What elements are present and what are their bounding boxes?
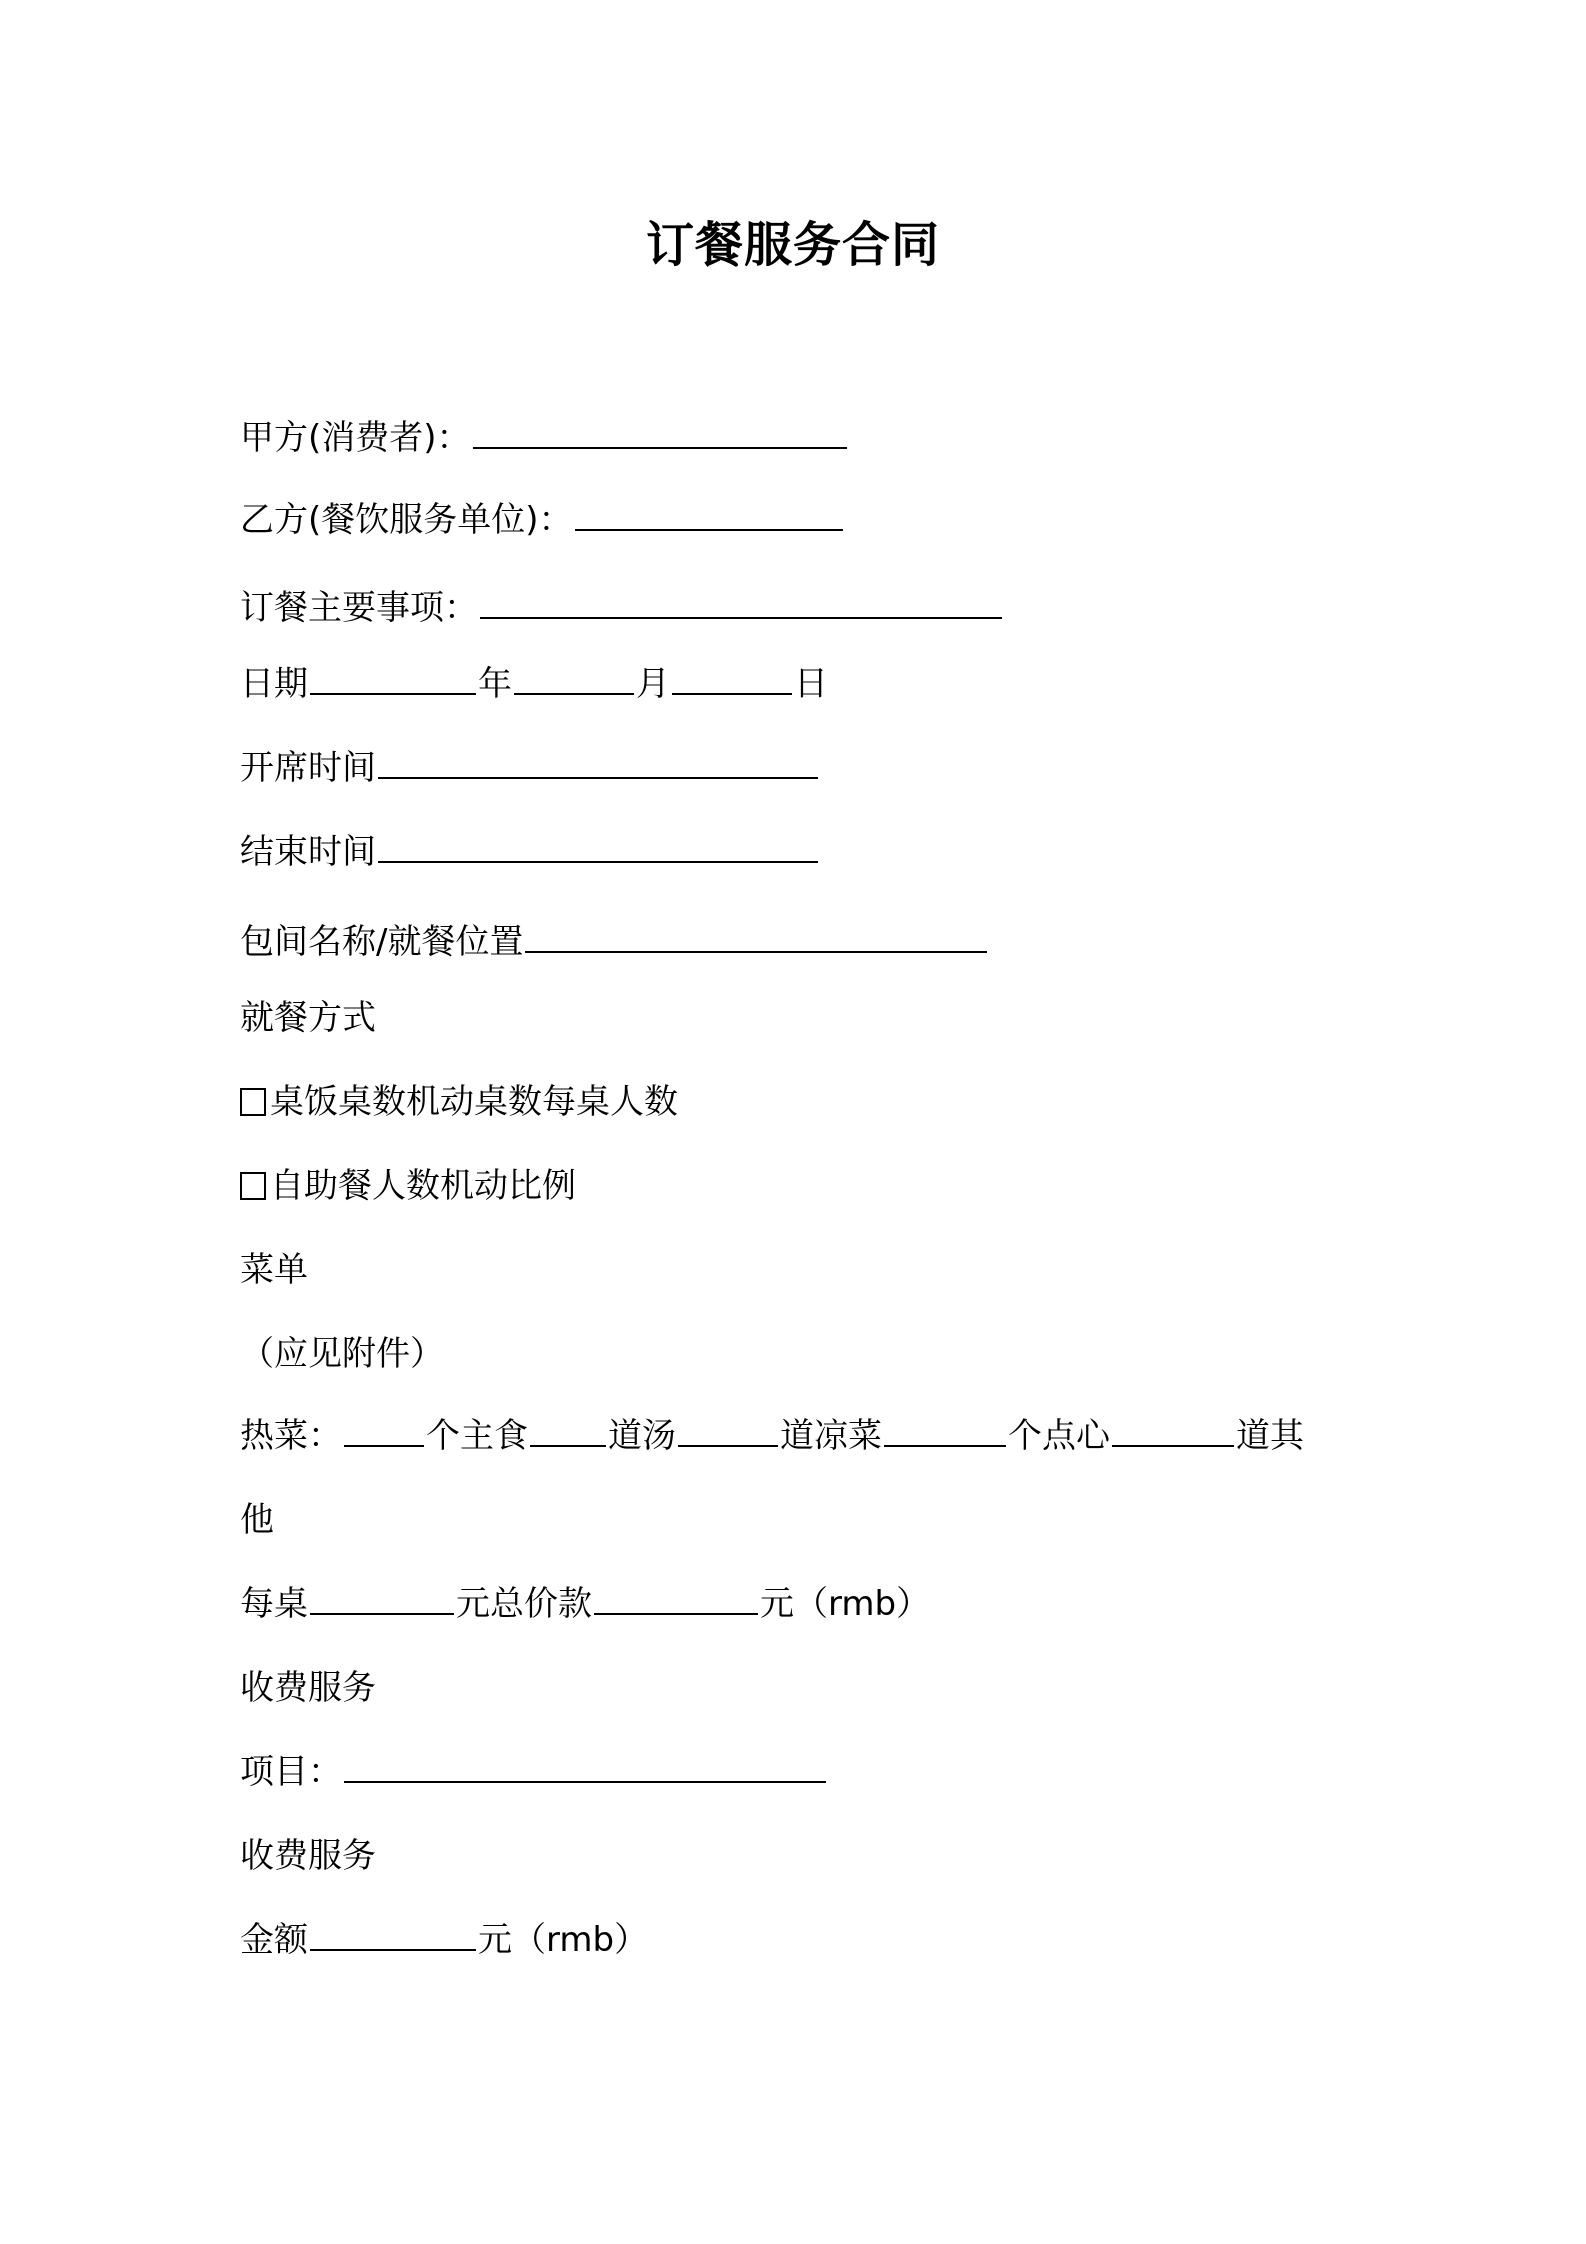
option-table-label: 桌饭桌数机动桌数每桌人数 [270,1082,678,1122]
item-blank[interactable] [344,1749,826,1783]
checkbox-table[interactable] [240,1088,266,1116]
month-label: 月 [636,664,670,704]
day-blank[interactable] [672,661,792,695]
paid-service-label-1: 收费服务 [240,1668,376,1708]
party-b-row [240,496,845,544]
end-time-row [240,828,820,876]
cold-dish-blank[interactable] [884,1413,1006,1447]
other-prefix-label: 道其 [1236,1416,1304,1456]
party-a-label: 甲方(消费者)： [240,418,471,458]
cold-dish-label: 道凉菜 [780,1416,882,1456]
item-label: 项目： [240,1752,342,1792]
party-b-blank[interactable] [575,497,843,531]
dessert-blank[interactable] [1112,1413,1234,1447]
page-title: 订餐服务合同 [645,217,940,273]
date-row [240,660,828,708]
year-blank[interactable] [310,661,476,695]
price-row [240,1580,930,1628]
dining-mode-label: 就餐方式 [240,998,376,1038]
option-buffet-row [240,1162,576,1210]
hot-dish-label: 热菜： [240,1416,342,1456]
main-items-blank[interactable] [480,585,1002,619]
main-items-row [240,584,1004,632]
dishes-row [240,1412,1304,1460]
amount-row [240,1916,648,1964]
date-label: 日期 [240,664,308,704]
hot-dish-blank[interactable] [344,1413,424,1447]
per-table-blank[interactable] [310,1581,454,1615]
month-blank[interactable] [514,661,634,695]
soup-blank[interactable] [678,1413,778,1447]
per-table-label: 每桌 [240,1584,308,1624]
party-a-blank[interactable] [473,415,847,449]
other-suffix-label: 他 [240,1500,274,1540]
price-unit-label: 元（rmb） [760,1584,931,1624]
paid-service-label-2: 收费服务 [240,1836,376,1876]
amount-label: 金额 [240,1920,308,1960]
menu-label: 菜单 [240,1250,308,1290]
party-a-row [240,414,849,462]
menu-note: （应见附件） [240,1334,444,1374]
amount-unit-label: 元（rmb） [478,1920,649,1960]
item-row [240,1748,828,1796]
start-time-label: 开席时间 [240,748,376,788]
start-time-row [240,744,820,792]
main-items-label: 订餐主要事项： [240,588,478,628]
party-b-label: 乙方(餐饮服务单位)： [240,500,573,540]
total-label: 元总价款 [456,1584,592,1624]
total-blank[interactable] [594,1581,758,1615]
room-blank[interactable] [525,919,987,953]
option-table-row [240,1078,678,1126]
end-time-blank[interactable] [378,829,818,863]
amount-blank[interactable] [310,1917,476,1951]
start-time-blank[interactable] [378,745,818,779]
soup-label: 道汤 [608,1416,676,1456]
staple-label: 个主食 [426,1416,528,1456]
dessert-label: 个点心 [1008,1416,1110,1456]
end-time-label: 结束时间 [240,832,376,872]
checkbox-buffet[interactable] [240,1172,266,1200]
year-label: 年 [478,664,512,704]
day-label: 日 [794,664,828,704]
room-row [240,918,989,966]
staple-blank[interactable] [530,1413,606,1447]
room-label: 包间名称/就餐位置 [240,922,524,962]
option-buffet-label: 自助餐人数机动比例 [270,1166,576,1206]
